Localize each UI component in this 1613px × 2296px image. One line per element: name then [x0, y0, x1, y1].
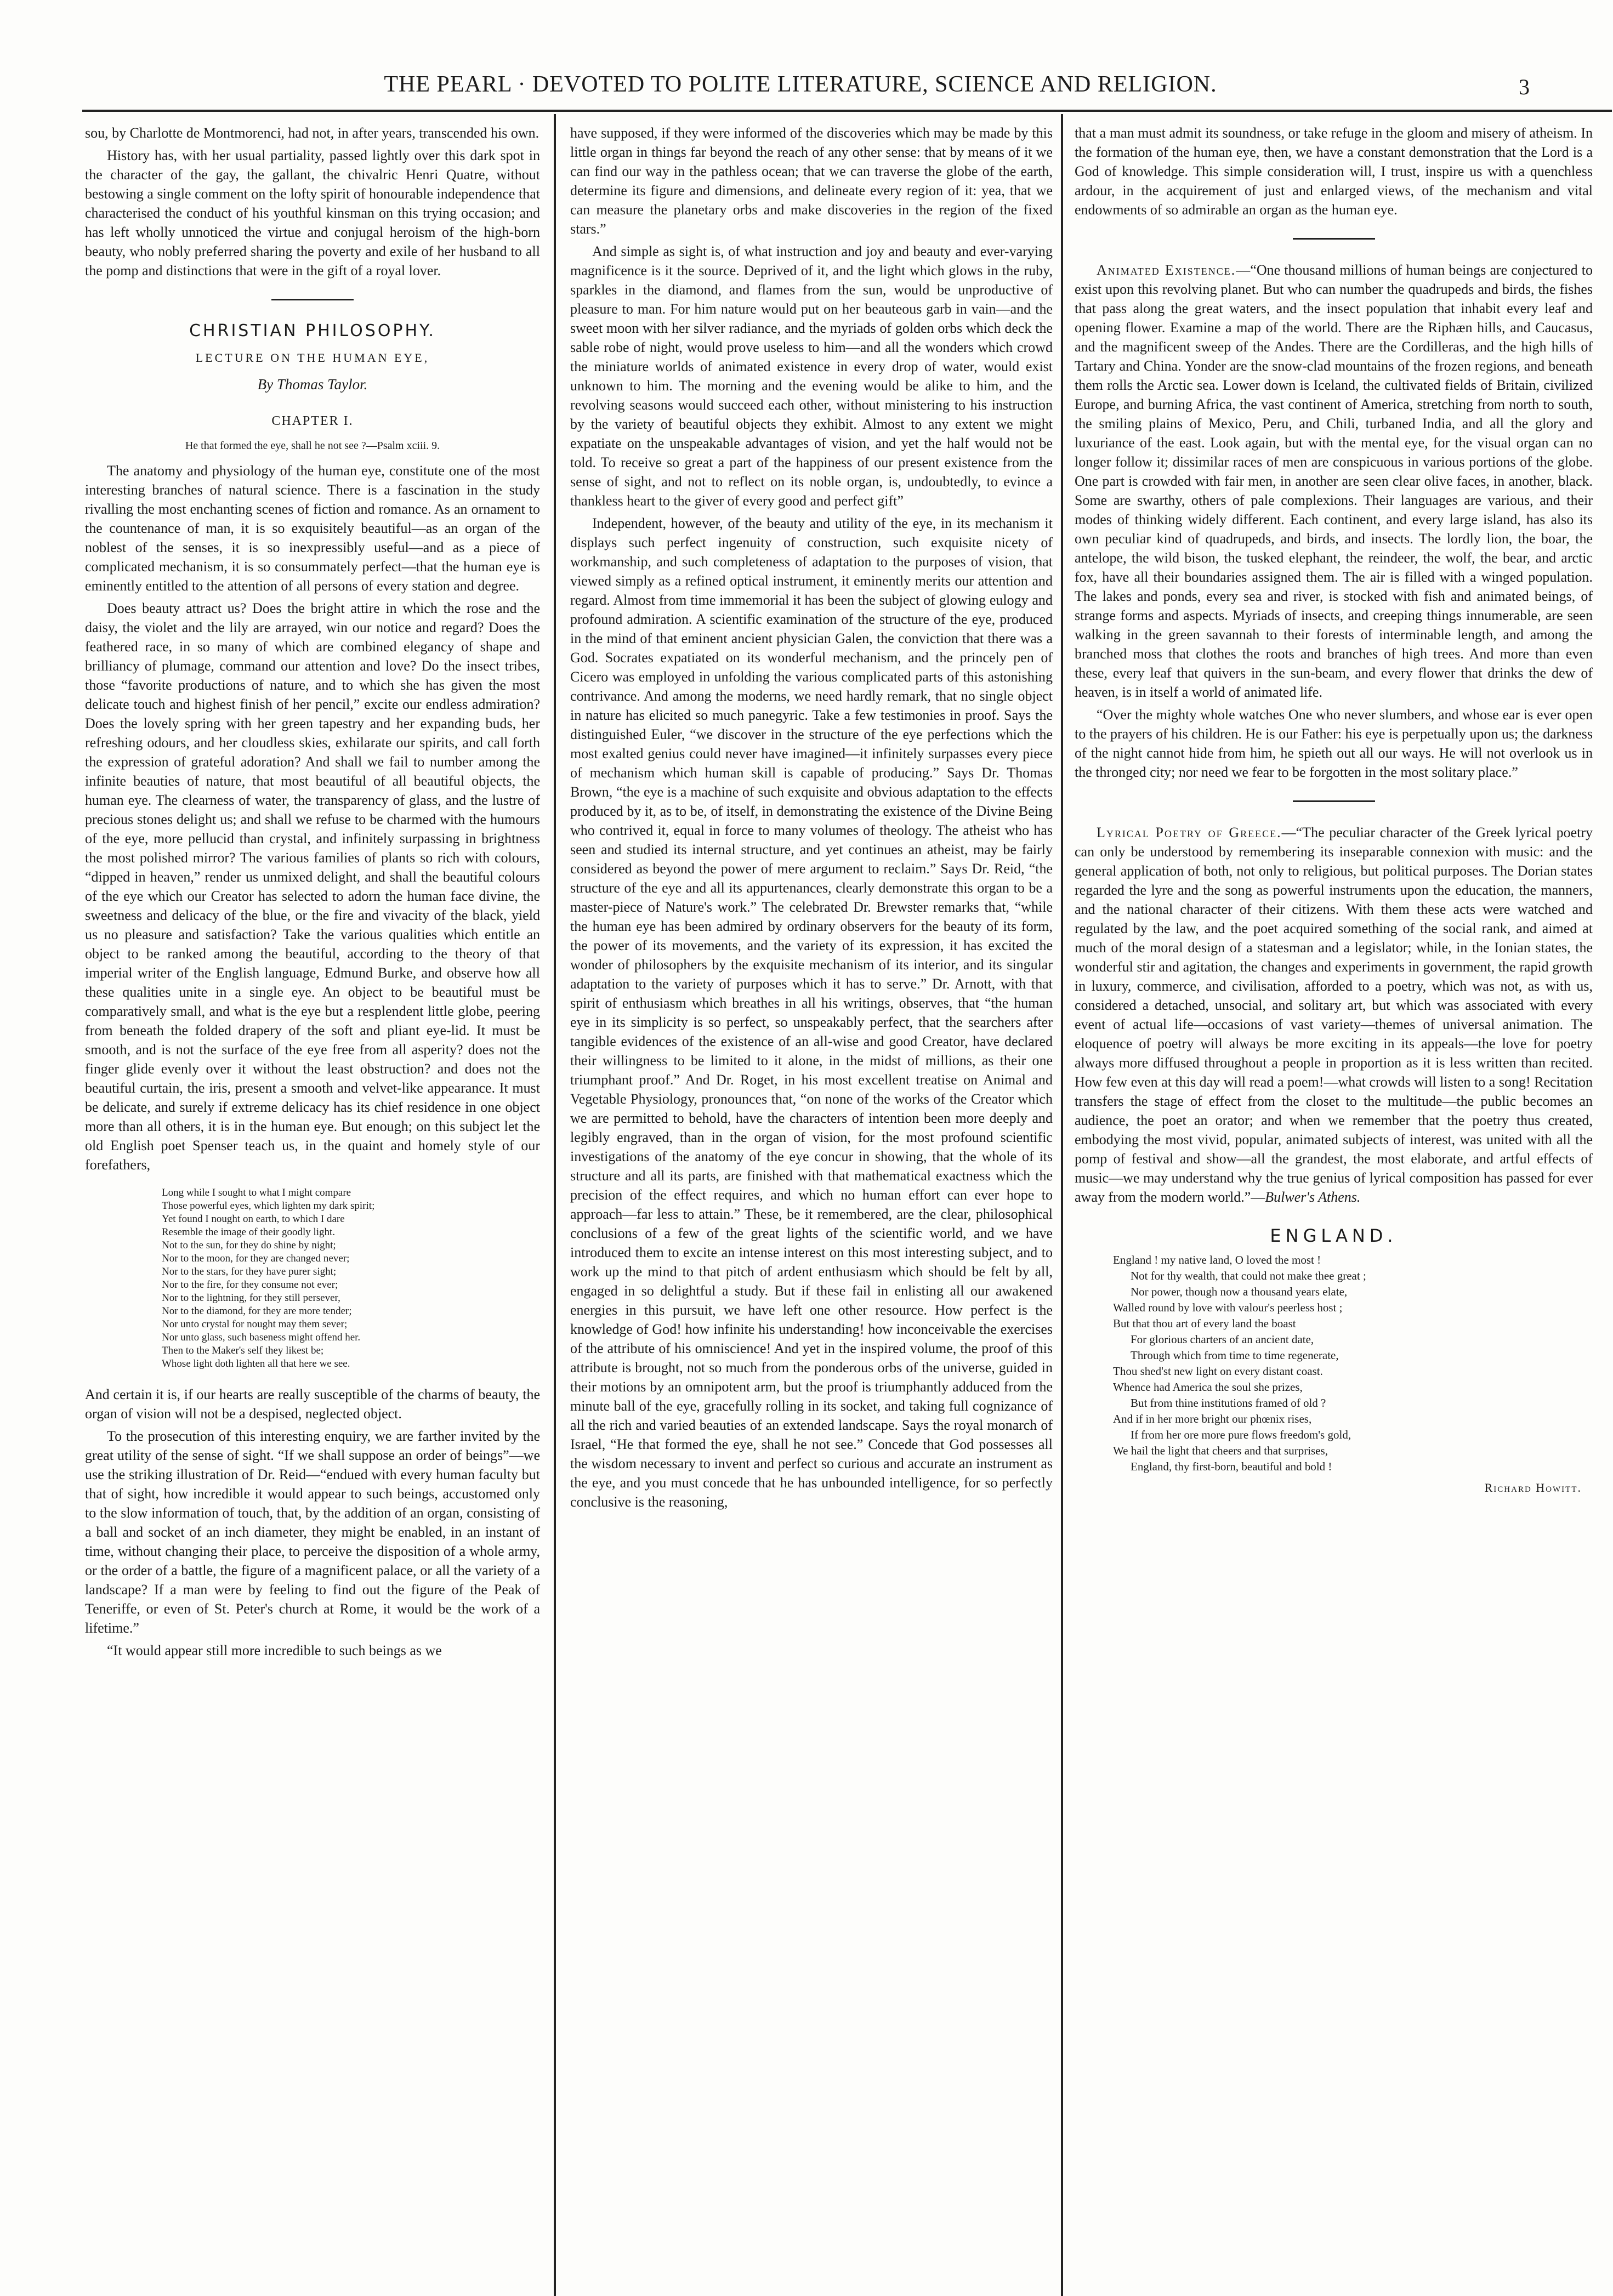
section-rule [271, 299, 354, 300]
paragraph: that a man must admit its soundness, or take refuge in the gloom and misery of atheism. In the formation of the human eye, then, we have a constant demonstration that the Lord is a God of knowledge. This simple consideration will, I trust, inspire us with a quenchless ardour, in the acquirement of just and enlarged views, of the mechanism and vital endowments of so admirable an organ as the human eye. [1075, 125, 1593, 218]
spenser-poem [162, 1186, 540, 1371]
header-rule [82, 110, 1612, 112]
poem-line: Nor to the diamond, for they are more tender; [162, 1305, 352, 1317]
paragraph: To the prosecution of this interesting enquiry, we are farther invited by the great utility of the sense of sight. “If we shall suppose an order of beings”—we use the striking illustration of Dr. Reid—“endued with every human faculty but that of sight, how incredible it would appear to such beings, accustomed only to the slow information of touch, that, by the addition of an organ, consisting of a ball and socket of an inch diameter, they might be enabled, in an instant of time, without changing their place, to perceive the disposition of a whole army, or the order of a battle, the figure of a magnificent palace, or all the variety of a landscape? If a man were by feeling to find out the figure of the Peak of Teneriffe, or even of St. Peter's church at Rome, it would be the work of a lifetime.” [85, 1428, 540, 1636]
section-heading: Animated Existence. [1097, 262, 1236, 278]
paragraph: “It would appear still more incredible to such beings as we [107, 1643, 442, 1658]
poem-author: Richard Howitt. [1484, 1481, 1582, 1494]
poem-line: Nor to the lightning, for they still persever, [162, 1292, 340, 1304]
poem-line: And if in her more bright our phœnix rises, [1113, 1412, 1312, 1425]
column-2 [570, 123, 1053, 1515]
poem-line: England, thy first-born, beautiful and bold ! [1131, 1460, 1332, 1473]
poem-title: ENGLAND. [1270, 1225, 1398, 1246]
poem-line: Not to the sun, for they do shine by night; [162, 1240, 336, 1251]
poem-line: Nor to the moon, for they are changed never; [162, 1253, 350, 1264]
poem-line: Whence had America the soul she prizes, [1113, 1380, 1303, 1394]
section-text: —“One thousand millions of human beings are conjectured to exist upon this revolving planet. But who can number the quadrupeds and birds, the fishes that pass along the great waters, and the insect population that inhabit every leaf and opening flower. Examine a map of the world. There are the Riphæn hills, and Caucasus, and the magnificent sweep of the Andes. There are the Cordilleras, and the high hills of Tartary and China. Yonder are the snow-clad mountains of the frozen regions, and beneath them rolls the Arctic sea. Lower down is Iceland, the cultivated fields of Britain, civilized Europe, and burning Africa, the vast continent of America, stretching from north to south, the smiling plains of Mexico, Peru, and Chili, turbaned India, and all the glory and luxuriance of the east. Look again, but with the mental eye, for the visual organ can no longer follow it; dissimilar races of men are conspicuous in various portions of the globe. One part is crowded with fair men, in another are seen clear olive faces, in another, black. Some are swarthy, others of pale complexions. Their languages are various, and their modes of thinking widely different. Each continent, and every large island, has also its own peculiar kind of quadrupeds, and birds, and insects. The lordly lion, the boar, the antelope, the wild bison, the tusked elephant, the reindeer, the wolf, the bear, and arctic fox, have all their boundaries assigned them. The air is filled with a winged population. The lakes and ponds, every sea and river, is stocked with fish and animated beings, of strange forms and aspects. Myriads of insects, and creeping things innumerable, are seen walking in the green savannah to their forests of interminable length, and among the branched moss that clothes the roots and branches of high trees. And more than even these, every leaf that quivers in the sun-beam, and every flower that drinks the dew of heaven, is in itself a world of animated life. [1075, 262, 1593, 700]
paragraph-animated-existence [1075, 260, 1593, 702]
poem-line: But that thou art of every land the boast [1113, 1317, 1296, 1330]
poem-line: Nor unto crystal for nought may them sever; [162, 1319, 348, 1330]
poem-line: Through which from time to time regenerate, [1131, 1349, 1339, 1362]
paragraph-history: History has, with her usual partiality, passed lightly over this dark spot in the character of the gay, the gallant, the chivalric Henri Quatre, without bestowing a single comment on the lofty spirit of honourable independence that characterised the conduct of his youthful kinsman on this trying occasion; and has left wholly unnoticed the virtue and conjugal heroism of the high-born beauty, who nobly preferred sharing the poverty and exile of her husband to all the pomp and distinctions that were in the gift of a royal lover. [85, 147, 540, 279]
paragraph: And certain it is, if our hearts are really susceptible of the charms of beauty, the organ of vision will not be a despised, neglected object. [85, 1386, 540, 1422]
epigraph: He that formed the eye, shall he not see ?—Psalm xciii. 9. [185, 440, 440, 452]
poem-line: For glorious charters of an ancient date, [1131, 1333, 1314, 1346]
poem-line: Not for thy wealth, that could not make thee great ; [1131, 1269, 1366, 1282]
poem-line: We hail the light that cheers and that surprises, [1113, 1444, 1328, 1457]
poem-line: England ! my native land, O loved the most ! [1113, 1253, 1321, 1266]
section-rule [1293, 800, 1375, 802]
poem-line: Nor to the fire, for they consume not ever; [162, 1279, 338, 1291]
poem-line: Thou shed'st new light on every distant coast. [1113, 1365, 1323, 1378]
column-3 [1075, 123, 1593, 1497]
poem-line: Walled round by love with valour's peerless host ; [1113, 1301, 1343, 1314]
poem-line: Whose light doth lighten all that here we see. [162, 1358, 350, 1369]
england-poem [1113, 1252, 1593, 1475]
paragraph: Does beauty attract us? Does the bright attire in which the rose and the daisy, the violet and the lily are arrayed, win our notice and regard? Does the feathered race, in so many of which are combined elegancy of shape and brilliancy of plumage, command our attention and love? Do the insect tribes, those “favorite productions of nature, and to which she has given the most delicate touch and highest finish of her pencil,” excite our endless admiration? Does the lovely spring with her green tapestry and her expanding buds, her refreshing odours, and her cloudless skies, exhilarate our spirits, and call forth the expression of grateful adoration? And shall we fail to number among the infinite beauties of nature, that most beautiful of all beautiful objects, the human eye. The clearness of water, the transparency of glass, and the lustre of precious stones delight us; and shall we refuse to be charmed with the humours of the eye, more pellucid than crystal, and infinitely surpassing in brightness the most polished mirror? The various families of plants so rich with colours, “dipped in heaven,” render us unmixed delight, and shall the beautiful colours of the eye which our Creator has selected to adorn the human face divine, the sweetness and delicacy of the blue, or the fire and vivacity of the black, yield us no pleasure and satisfaction? Take the various qualities which entitle an object to be ranked among the beautiful, according to the theory of that imperial writer of the English language, Edmund Burke, and observe how all these qualities unite in a single eye. An object to be beautiful must be comparatively small, and what is the eye but a resplendent little globe, peering from beneath the folded drapery of the soft and pliant eye-lid. It must be smooth, and is not the surface of the eye free from all asperity? does not the finger glide evenly over it without the least obstruction? and does not the beautiful curtain, the iris, present a smooth and velvet-like appearance. It must be delicate, and surely if extreme delicacy has its chief residence in one object more than all others, it is in the human eye. But enough; on this subject let the old English poet Spenser teach us, in the quaint and homely style of our forefathers, [85, 600, 540, 1173]
section-text: —“The peculiar character of the Greek lyrical poetry can only be understood by remembering its inseparable connexion with music: and the general application of both, not only to religious, but political purposes. The Dorian states regarded the lyre and the song as powerful instruments upon the education, the manners, and the national character of their citizens. With them these acts were watched and regulated by the law, and the poet acquired something of the social rank, and aimed at much of the moral design of a statesman and a legislator; while, in the Ionian states, the wonderful stir and agitation, the changes and experiments in government, the rapid growth in luxury, commerce, and civilisation, afforded to a poetry, which was not, as with us, considered a detached, unsocial, and solitary art, but which was associated with every event of actual life—occasions of vast variety—themes of universal animation. The eloquence of poetry will always be more exciting in its appeals—the love for poetry always more diffused throughout a people in proportion as it is less written than recited. How few even at this day will read a poem!—what crowds will listen to a song! Recitation transfers the stage of effect from the closet to the multitude—the public becomes an audience, the poet an orator; and when we remember that the poetry thus created, embodying the most vivid, popular, animated subjects of interest, was united with all the pomp of festival and show—all the grandest, the most elaborate, and artful effects of music—we may understand why the true genius of lyrical composition has passed for ever away from the modern world.”— [1075, 825, 1593, 1205]
poem-line: If from her ore more pure flows freedom's gold, [1131, 1428, 1351, 1441]
section-rule [1293, 238, 1375, 240]
story-continuation: sou, by Charlotte de Montmorenci, had not, in after years, transcended his own. [85, 125, 539, 141]
chapter-heading: CHAPTER I. [271, 414, 354, 428]
column-divider-2 [1061, 114, 1063, 2296]
column-1 [85, 123, 540, 1663]
article-title: CHRISTIAN PHILOSOPHY. [189, 321, 436, 340]
poem-line: Nor power, though now a thousand years elate, [1131, 1285, 1348, 1298]
column-divider-1 [554, 114, 556, 2296]
article-author: By Thomas Taylor. [257, 376, 368, 393]
paragraph: “Over the mighty whole watches One who never slumbers, and whose ear is ever open to the prayers of his children. He is our Father: his eye is perpetually upon us; the darkness of the night cannot hide from him, he spieth out all our ways. He will not overlook us in the thronged city; nor need we fear to be forgotten in the most solitary place.” [1075, 707, 1593, 780]
paragraph: The anatomy and physiology of the human eye, constitute one of the most interesting branches of natural science. There is a fascination in the study rivalling the most enchanting scenes of fiction and romance. As an ornament to the countenance of man, it is so exquisitely beautiful—as an organ of the noblest of the senses, it is so inexpressibly useful—and as a piece of complicated mechanism, it is so consummately perfect—that the human eye is eminently entitled to the attention of all persons of every station and degree. [85, 463, 540, 594]
paragraph: And simple as sight is, of what instruction and joy and beauty and ever-varying magnificence is it the source. Deprived of it, and the light which glows in the ruby, sparkles in the diamond, and flames from the sun, would be unproductive of pleasure to man. For him nature would put on her beauteous garb in vain—and the sweet moon with her silver radiance, and the myriads of golden orbs which deck the sable robe of night, would prove useless to him—and all the wonders which crowd the miniature worlds of animated existence in every drop of water, would exist unknown to him. The morning and the evening would be alike to him, and the revolving seasons would succeed each other, without ministering to his instruction by the variety of beautiful objects they exhibit. Almost to any extent we might expatiate on the unspeakable advantages of vision, and yet the half would not be told. To receive so great a part of the happiness of our present existence from the sense of sight, and not to reflect on its noble organ, is, undoubtedly, to evince a thankless heart to the giver of every good and perfect gift” [570, 243, 1053, 509]
poem-line: Then to the Maker's self they likest be; [162, 1345, 324, 1356]
article-subtitle: LECTURE ON THE HUMAN EYE, [195, 351, 430, 365]
poem-line: Nor to the stars, for they have purer sight; [162, 1266, 337, 1277]
paragraph: have supposed, if they were informed of the discoveries which may be made by this little organ in things far beyond the reach of any other sense: that by means of it we can find our way in the pathless ocean; that we can traverse the globe of the earth, determine its figure and dimensions, and delineate every region of it: yea, that we can measure the planetary orbs and make discoveries in the region of the fixed stars.” [570, 125, 1053, 237]
poem-line: Long while I sought to what I might compare [162, 1187, 351, 1198]
paragraph-lyrical-poetry [1075, 823, 1593, 1207]
poem-line: Those powerful eyes, which lighten my dark spirit; [162, 1200, 375, 1212]
section-heading: Lyrical Poetry of Greece. [1097, 825, 1282, 840]
page-number: 3 [1519, 75, 1530, 99]
attribution: Bulwer's Athens. [1265, 1189, 1361, 1205]
poem-line: Resemble the image of their goodly light. [162, 1226, 336, 1238]
poem-line: But from thine institutions framed of old ? [1131, 1396, 1326, 1410]
poem-line: Yet found I nought on earth, to which I dare [162, 1213, 345, 1225]
poem-line: Nor unto glass, such baseness might offend her. [162, 1332, 361, 1343]
paragraph: Independent, however, of the beauty and utility of the eye, in its mechanism it displays such perfect ingenuity of construction, such exquisite nicety of workmanship, and such completeness of adaptation to the purposes of vision, that viewed simply as a refined optical instrument, it eminently merits our attention and regard. Almost from time immemorial it has been the subject of glowing eulogy and profound admiration. A scientific examination of the structure of the eye, produced in the mind of that eminent ancient physician Galen, the conviction that there was a God. Socrates expatiated on its wonderful mechanism, and the princely pen of Cicero was employed in unfolding the various complicated parts of this astonishing contrivance. And among the moderns, we need hardly remark, that no single object in nature has elicited so much panegyric. Take a few testimonies in proof. Says the distinguished Euler, “we discover in the structure of the eye perfections which the most exalted genius could never have imagined—it infinitely surpasses every piece of mechanism which human skill is capable of producing.” Says Dr. Thomas Brown, “the eye is a machine of such exquisite and obvious adaptation to the effects produced by it, as to be, of itself, in demonstrating the existence of the Divine Being who contrived it, equal in force to many volumes of theology. The atheist who has seen and studied its internal structure, and yet continues an atheist, may be fairly considered as beyond the power of mere argument to reclaim.” Says Dr. Reid, “the structure of the eye and all its appurtenances, clearly demonstrate this organ to be a master-piece of Nature's work.” The celebrated Dr. Brewster remarks that, “while the human eye has been admired by ordinary observers for the beauty of its form, the power of its movements, and the variety of its expression, it has excited the wonder of philosophers by the exquisite mechanism of its interior, and its singular adaptation to the variety of purposes which it has to serve.” Dr. Arnott, with that spirit of enthusiasm which breathes in all his writings, observes, that “the human eye in its simplicity is so perfect, so unspeakably perfect, that the searchers after tangible evidences of the existence of an all-wise and good Creator, have declared their willingness to be limited to it alone, in the midst of millions, as their one triumphant proof.” And Dr. Roget, in his most excellent treatise on Animal and Vegetable Physiology, pronounces that, “on none of the works of the Creator which we are permitted to behold, have the characters of intention been more deeply and legibly engraved, than in the organ of vision, for the most profound scientific investigations of the anatomy of the eye concur in showing, that the whole of its structure and all its parts, are finished with that mathematical exactness which the precision of the effect requires, and which no human effort can ever hope to approach—far less to attain.” These, be it remembered, are the clear, philosophical conclusions of a few of the great lights of the scientific world, and we have introduced them to excite an intense interest on this most interesting subject, and to work up the mind to that pitch of ardent enthusiasm which should be felt by all, engaged in so delightful a study. But if these fail in enlisting all our awakened energies in this pursuit, we have left one other resource. How perfect is the knowledge of God! how infinite his understanding! how inconceivable the exercises of the attribute of his omniscience! And yet in the inspired volume, the proof of this attribute is brought, not so much from the ponderous orbs of the universe, guided in their motions by an omnipotent arm, but the proof is triumphantly adduced from the minute ball of the eye, gracefully rolling in its socket, and taking full cognizance of all the rich and varied beauties of an extended landscape. Says the royal monarch of Israel, “He that formed the eye, shall he not see.” Concede that God possesses all the wisdom necessary to invent and perfect so curious and accurate an instrument as the eye, and you must concede that he has unbounded intelligence, for so perfectly conclusive is the reasoning, [570, 515, 1053, 1510]
masthead-title: THE PEARL · DEVOTED TO POLITE LITERATURE, SCIENCE AND RELIGION. [384, 72, 1217, 97]
